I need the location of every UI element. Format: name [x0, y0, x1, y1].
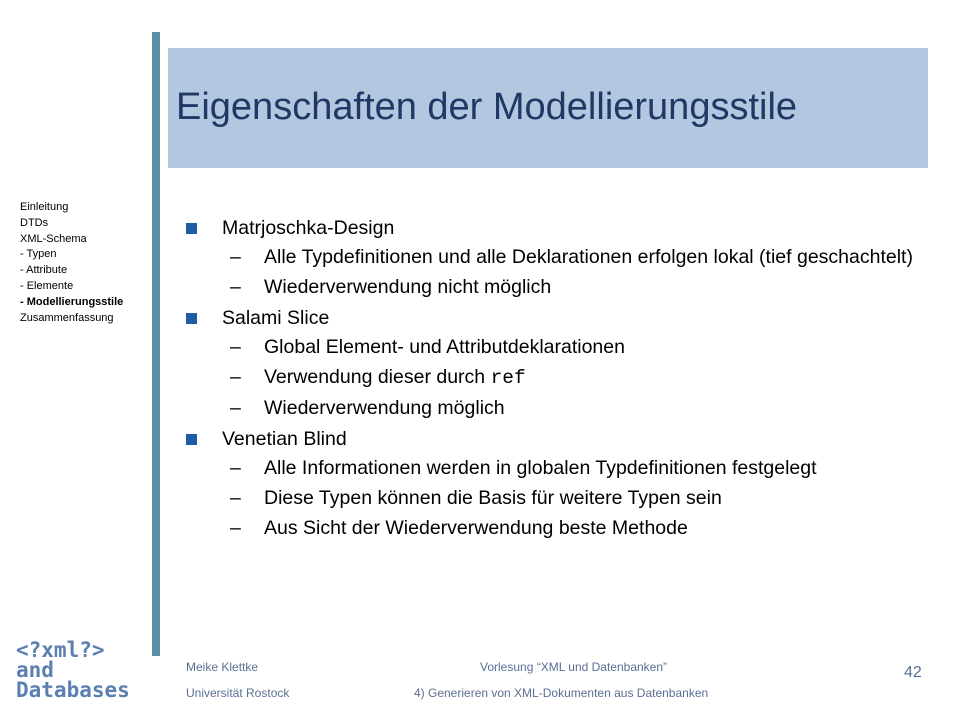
nav-item-elemente[interactable]: - Elemente [20, 279, 74, 292]
sub-bullet-text: Wiederverwendung möglich [264, 397, 505, 419]
footer-university: Universität Rostock [186, 686, 290, 700]
logo-line: <?xml?> [16, 638, 105, 662]
nav-item-xml-schema[interactable]: XML-Schema [20, 232, 87, 245]
page-number: 42 [904, 664, 922, 681]
footer-lecture: Vorlesung “XML und Datenbanken” [480, 660, 668, 674]
sub-bullet-item [186, 276, 926, 298]
sub-bullet-item [186, 517, 926, 539]
dash-bullet: – [230, 487, 241, 509]
nav-item-attribute[interactable]: - Attribute [20, 264, 68, 277]
sub-bullet-item [186, 457, 926, 479]
slide-title: Eigenschaften der Modellierungsstile [176, 86, 798, 128]
sub-bullet-item [186, 366, 926, 389]
logo-line: Databases [16, 678, 130, 702]
dash-bullet: – [230, 276, 241, 298]
dash-bullet: – [230, 366, 241, 388]
dash-bullet: – [230, 457, 241, 479]
square-bullet-icon [186, 434, 197, 445]
nav-item-dtds[interactable]: DTDs [20, 216, 49, 229]
footer-author: Meike Klettke [186, 660, 259, 674]
slide-content [186, 210, 926, 547]
bullet-label: Venetian Blind [222, 428, 347, 450]
bullet-label: Salami Slice [222, 307, 330, 329]
vertical-accent-bar [152, 32, 160, 656]
nav-item-einleitung[interactable]: Einleitung [20, 201, 69, 213]
sub-bullet-item [186, 336, 926, 358]
square-bullet-icon [186, 313, 197, 324]
logo-line: and [16, 658, 54, 682]
sub-bullet-item [186, 246, 926, 268]
sub-bullet-text: Diese Typen können die Basis für weitere Typen sein [264, 487, 722, 509]
nav-item-modellierungsstile[interactable]: - Modellierungsstile [20, 295, 124, 308]
sub-bullet-text: Wiederverwendung nicht möglich [264, 276, 552, 298]
sub-bullet-item [186, 487, 926, 509]
sub-bullet-text: Aus Sicht der Wiederverwendung beste Methode [264, 517, 688, 539]
dash-bullet: – [230, 336, 241, 358]
bullet-item [186, 427, 926, 451]
dash-bullet: – [230, 397, 241, 419]
nav-item-typen[interactable]: - Typen [20, 248, 57, 261]
section-navigation [20, 200, 152, 326]
nav-item-zusammenfassung[interactable]: Zusammenfassung [20, 311, 114, 324]
xml-and-databases-logo [16, 640, 150, 700]
sub-bullet-text: Verwendung dieser durch [264, 366, 491, 388]
bullet-item [186, 216, 926, 240]
dash-bullet: – [230, 517, 241, 539]
square-bullet-icon [186, 223, 197, 234]
footer-chapter: 4) Generieren von XML-Dokumenten aus Datenbanken [414, 686, 709, 700]
sub-bullet-text: Alle Typdefinitionen und alle Deklarationen erfolgen lokal (tief geschachtelt) [264, 246, 913, 268]
code-keyword: ref [490, 367, 526, 389]
bullet-label: Matrjoschka-Design [222, 217, 395, 239]
bullet-item [186, 306, 926, 330]
dash-bullet: – [230, 246, 241, 268]
sub-bullet-text: Alle Informationen werden in globalen Typdefinitionen festgelegt [264, 457, 817, 479]
sub-bullet-item [186, 397, 926, 419]
sub-bullet-text: Global Element- und Attributdeklarationen [264, 336, 625, 358]
